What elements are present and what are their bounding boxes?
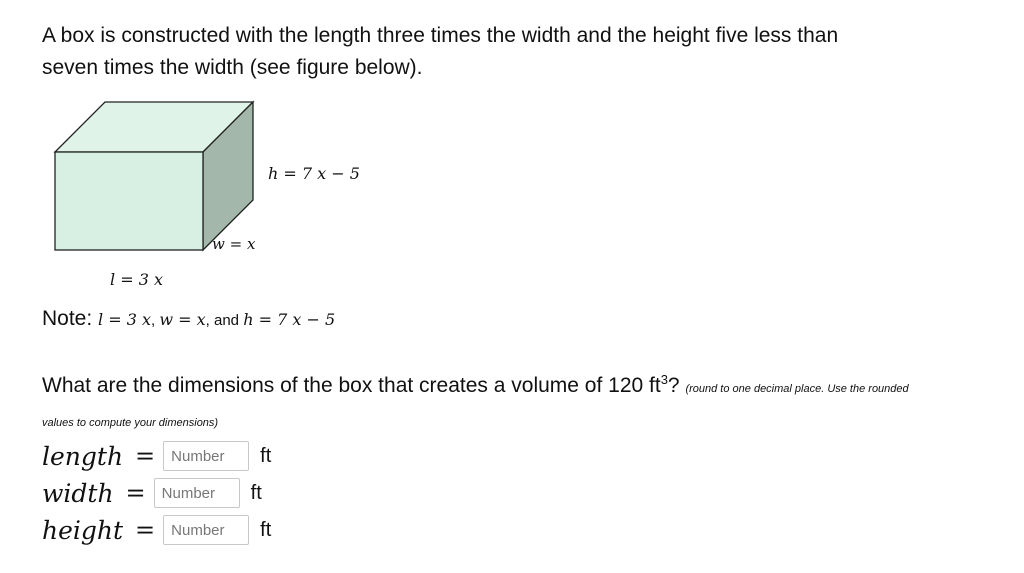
- box-figure: [50, 96, 265, 256]
- width-answer-row: [42, 475, 262, 511]
- length-label: length: [42, 441, 124, 471]
- question-hint-line1: (round to one decimal place. Use the rounded: [685, 383, 909, 395]
- height-dimension-label: h = 7 x − 5: [268, 164, 360, 183]
- note-prefix: Note:: [42, 307, 99, 330]
- length-dimension-label: l = 3 x: [110, 270, 163, 289]
- question-main: What are the dimensions of the box that creates a volume of 120 ft: [42, 374, 661, 397]
- height-equals: =: [135, 516, 156, 544]
- length-unit: ft: [260, 444, 272, 467]
- question-mark: ?: [667, 374, 680, 397]
- length-input[interactable]: [163, 441, 249, 471]
- box-front-face: [55, 152, 203, 250]
- width-input[interactable]: [154, 478, 240, 508]
- height-unit: ft: [260, 518, 272, 541]
- length-equals: =: [135, 442, 156, 470]
- problem-statement: [42, 20, 942, 84]
- width-dimension-label: w = x: [212, 235, 256, 253]
- height-label: height: [42, 515, 124, 545]
- note-line: [42, 307, 335, 331]
- note-separator-2: , and: [205, 312, 244, 329]
- question-text: [42, 372, 982, 398]
- height-input[interactable]: [163, 515, 249, 545]
- question-superscript: 3: [660, 372, 668, 387]
- height-answer-row: [42, 512, 271, 548]
- note-length-expression: l = 3 x: [98, 310, 152, 329]
- question-hint-line2: values to compute your dimensions): [42, 417, 219, 429]
- problem-intro-line1: A box is constructed with the length three times the width and the height five less than: [42, 24, 839, 47]
- note-height-expression: h = 7 x − 5: [243, 310, 336, 329]
- width-equals: =: [125, 479, 146, 507]
- problem-intro-line2: seven times the width (see figure below).: [42, 56, 423, 79]
- width-label: width: [42, 478, 114, 508]
- width-unit: ft: [250, 481, 262, 504]
- note-separator-1: ,: [151, 312, 160, 329]
- note-width-expression: w = x: [159, 310, 206, 329]
- length-answer-row: [42, 438, 271, 474]
